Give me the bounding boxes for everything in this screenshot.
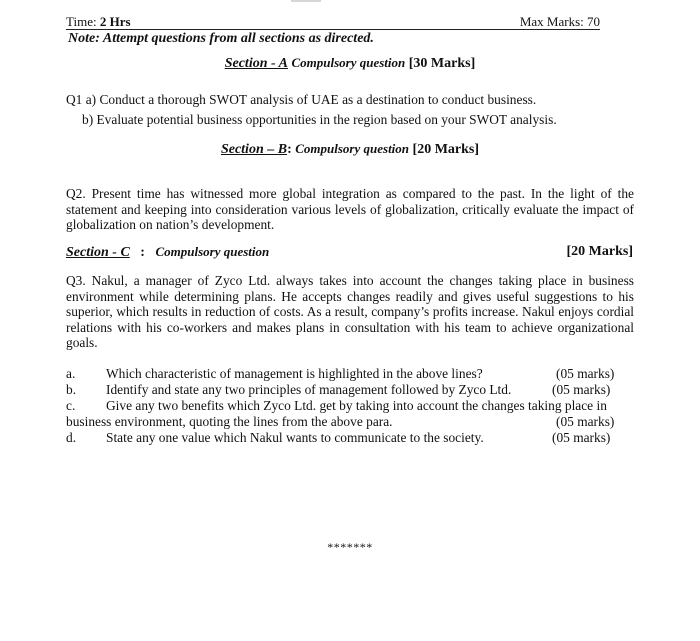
top-edge-mark: [291, 0, 321, 2]
section-c-desc: Compulsory question: [155, 244, 270, 259]
sub-a-label: a.: [66, 366, 76, 381]
sub-b-text: Identify and state any two principles of management followed by Zyco Ltd.: [106, 382, 512, 397]
max-marks: Max Marks: 70: [519, 14, 600, 29]
section-a-desc: Compulsory question: [291, 55, 406, 70]
section-b-heading: Section – B: Compulsory question [20 Marks]: [220, 141, 480, 157]
section-b-marks: [20 Marks]: [412, 142, 480, 157]
section-b-title: Section – B: [220, 142, 288, 157]
sub-c-text-cont: business environment, quoting the lines from the above para.: [66, 414, 393, 429]
sub-a-marks: (05 marks): [556, 366, 615, 381]
sub-b-marks: (05 marks): [552, 382, 611, 397]
section-b-desc: Compulsory question: [295, 141, 410, 156]
section-c-marks: [20 Marks]: [566, 244, 633, 259]
section-a-marks: [30 Marks]: [408, 56, 476, 71]
q3-text: Q3. Nakul, a manager of Zyco Ltd. always takes into account the changes taking place in business environment while determining plans. He accepts changes readily and gives useful suggestions to his superior, which results in reduction of costs. As a result, company’s profits increase. Nakul enjoys cordial relations with his co-workers and makes plans in consultation with his team to achieve organizational goals.: [66, 273, 634, 351]
sub-c-text: Give any two benefits which Zyco Ltd. get by taking into account the changes taking place in: [106, 398, 607, 413]
section-c-title: Section - C: [66, 245, 130, 260]
time-allowed: Time: 2 Hrs: [66, 14, 131, 29]
sub-c-marks: (05 marks): [556, 414, 615, 429]
q1-part-b: b) Evaluate potential business opportunities in the region based on your SWOT analysis.: [82, 112, 557, 127]
section-a-title: Section - A: [224, 56, 288, 71]
sub-a-text: Which characteristic of management is highlighted in the above lines?: [106, 366, 483, 381]
q1-part-a: Q1 a) Conduct a thorough SWOT analysis of UAE as a destination to conduct business.: [66, 92, 537, 107]
instruction-note: Note: Attempt questions from all sections as directed.: [68, 31, 374, 46]
section-a-heading: [0, 55, 700, 72]
section-c-heading: Section - C : Compulsory question: [66, 244, 270, 260]
exam-header: [66, 12, 600, 30]
sub-b-label: b.: [66, 382, 77, 397]
sub-d-text: State any one value which Nakul wants to communicate to the society.: [106, 430, 484, 445]
sub-d-label: d.: [66, 430, 77, 445]
end-of-paper-mark: *******: [327, 540, 373, 554]
sub-c-label: c.: [66, 398, 76, 413]
sub-d-marks: (05 marks): [552, 430, 611, 445]
q2-text: Q2. Present time has witnessed more global integration as compared to the past. In the light of the statement and keeping into consideration various levels of globalization, critically evaluate the impact of globalization on nation’s development.: [66, 186, 634, 233]
